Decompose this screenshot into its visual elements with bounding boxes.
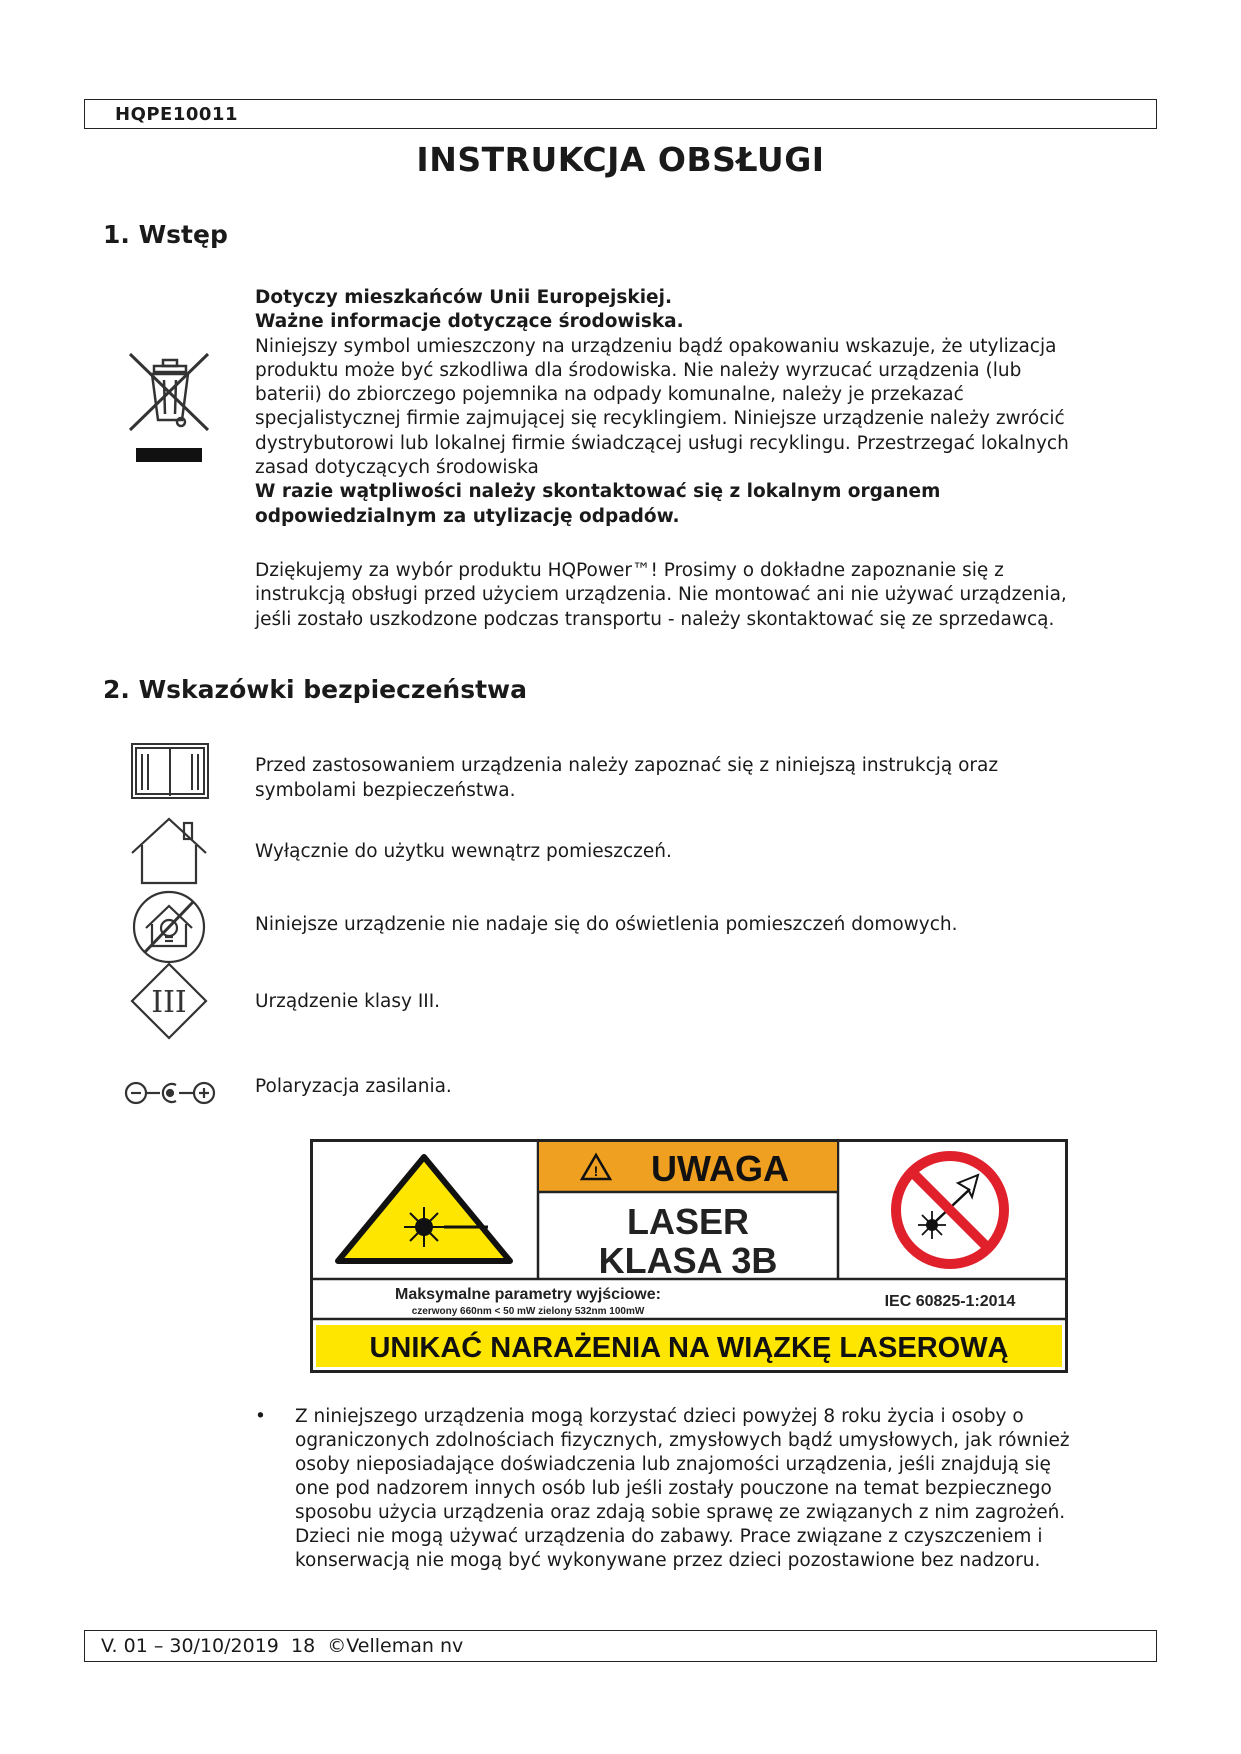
- eu-notice-line: Dotyczy mieszkańców Unii Europejskiej.: [255, 287, 672, 308]
- list-item: [255, 1405, 1135, 1573]
- safety-text-indoor: [255, 840, 1135, 865]
- no-household-lighting-icon: [130, 888, 208, 966]
- bullet-line: konserwacją nie mogą być wykonywane przez dzieci pozostawione bez nadzoru.: [295, 1550, 1041, 1571]
- eu-notice-line: produktu może być szkodliwa dla środowiska. Nie należy wyrzucać urządzenia (lub: [255, 359, 1022, 381]
- safety-text-line: Polaryzacja zasilania.: [255, 1076, 452, 1097]
- bullet-line: one pod nadzorem innych osób lub jeśli zostały pouczone na temat bezpiecznego: [295, 1478, 1052, 1499]
- eu-environment-notice: [255, 286, 1135, 529]
- thanks-line: jeśli zostało uszkodzone podczas transportu - należy skontaktować się ze sprzedawcą.: [255, 608, 1055, 630]
- footer-page-number: 18: [291, 1635, 316, 1657]
- indoor-house-icon: [128, 815, 210, 887]
- thanks-line: Dziękujemy za wybór produktu HQPower™! Prosimy o dokładne zapoznanie się z: [255, 560, 1004, 581]
- safety-text-class-iii: [255, 990, 1135, 1015]
- prohibition-sign-icon: [896, 1156, 1004, 1264]
- eu-notice-line: odpowiedzialnym za utylizację odpadów.: [255, 505, 680, 527]
- thanks-paragraph: [255, 559, 1135, 632]
- section-heading-safety: 2. Wskazówki bezpieczeństwa: [103, 675, 528, 704]
- laser-warning-label: [310, 1139, 1068, 1373]
- eu-notice-line: specjalistycznej firmie zajmującej się recyklingiem. Niniejsze urządzenie należy zwrócić: [255, 408, 1065, 430]
- footer-copyright: ©Velleman nv: [327, 1635, 464, 1657]
- safety-text-line: Urządzenie klasy III.: [255, 991, 441, 1012]
- safety-text-polarity: [255, 1075, 1135, 1100]
- avoid-exposure-text: UNIKAĆ NARAŻENIA NA WIĄZKĘ LASEROWĄ: [369, 1332, 1009, 1364]
- footer-box: [84, 1630, 1157, 1662]
- safety-bullet-list: [255, 1405, 1135, 1573]
- eu-notice-line: Niniejszy symbol umieszczony na urządzeniu bądź opakowaniu wskazuje, że utylizacja: [255, 335, 1057, 357]
- thanks-line: instrukcją obsługi przed użyciem urządzenia. Nie montować ani nie używać urządzenia,: [255, 584, 1067, 606]
- safety-text-manual: [255, 754, 1135, 803]
- polarity-icon: [124, 1078, 216, 1108]
- max-params-label: Maksymalne parametry wyjściowe:: [395, 1286, 661, 1303]
- footer-version: V. 01 – 30/10/2019: [101, 1635, 279, 1657]
- section-heading-intro: 1. Wstęp: [103, 220, 228, 249]
- bullet-line: Dzieci nie mogą używać urządzenia do zabawy. Prace związane z czyszczeniem i: [295, 1526, 1043, 1547]
- footer-text: [101, 1635, 463, 1657]
- safety-text-line: Wyłącznie do użytku wewnątrz pomieszczeń.: [255, 841, 672, 862]
- class-iii-label: III: [151, 985, 187, 1020]
- params-detail: czerwony 660nm < 50 mW zielony 532nm 100mW: [411, 1306, 645, 1317]
- manual-book-icon: [130, 740, 210, 802]
- svg-text:!: !: [593, 1163, 599, 1179]
- bullet-line: ograniczonych zdolnościach fizycznych, zmysłowych bądź umysłowych, jak również: [295, 1430, 1070, 1451]
- eu-notice-line: W razie wątpliwości należy skontaktować się z lokalnym organem: [255, 481, 941, 503]
- bullet-line: osoby nieposiadające doświadczenia lub znajomości urządzenia, jeśli znajdują się: [295, 1454, 1051, 1475]
- bullet-dot: •: [255, 1406, 266, 1427]
- laser-class-line: KLASA 3B: [598, 1240, 778, 1281]
- eu-notice-line: baterii) do zbiorczego pojemnika na odpady komunalne, należy je przekazać: [255, 384, 964, 406]
- bullet-line: Z niniejszego urządzenia mogą korzystać dzieci powyżej 8 roku życia i osoby o: [295, 1406, 1024, 1427]
- laser-line: LASER: [626, 1201, 750, 1242]
- warning-word: UWAGA: [651, 1148, 789, 1189]
- safety-text-line: symbolami bezpieczeństwa.: [255, 779, 516, 801]
- weee-bin-icon: [126, 348, 212, 466]
- iec-standard: IEC 60825-1:2014: [884, 1293, 1016, 1310]
- page-title: INSTRUKCJA OBSŁUGI: [416, 140, 825, 179]
- safety-text-line: Niniejsze urządzenie nie nadaje się do oświetlenia pomieszczeń domowych.: [255, 914, 958, 935]
- header-box: [84, 99, 1157, 129]
- product-code: HQPE10011: [115, 104, 238, 125]
- class-iii-icon: [128, 960, 210, 1042]
- safety-text-line: Przed zastosowaniem urządzenia należy zapoznać się z niniejszą instrukcją oraz: [255, 755, 999, 776]
- eu-notice-line: zasad dotyczących środowiska: [255, 457, 539, 479]
- bullet-line: sposobu użycia urządzenia oraz zdają sobie sprawę ze związanych z nim zagrożeń.: [295, 1502, 1066, 1523]
- eu-notice-line: dystrybutorowi lub lokalnej firmie świadczącej usługi recyklingu. Przestrzegać lokalnych: [255, 432, 1069, 454]
- safety-text-no-lighting: [255, 913, 1135, 938]
- eu-notice-line: Ważne informacje dotyczące środowiska.: [255, 311, 684, 333]
